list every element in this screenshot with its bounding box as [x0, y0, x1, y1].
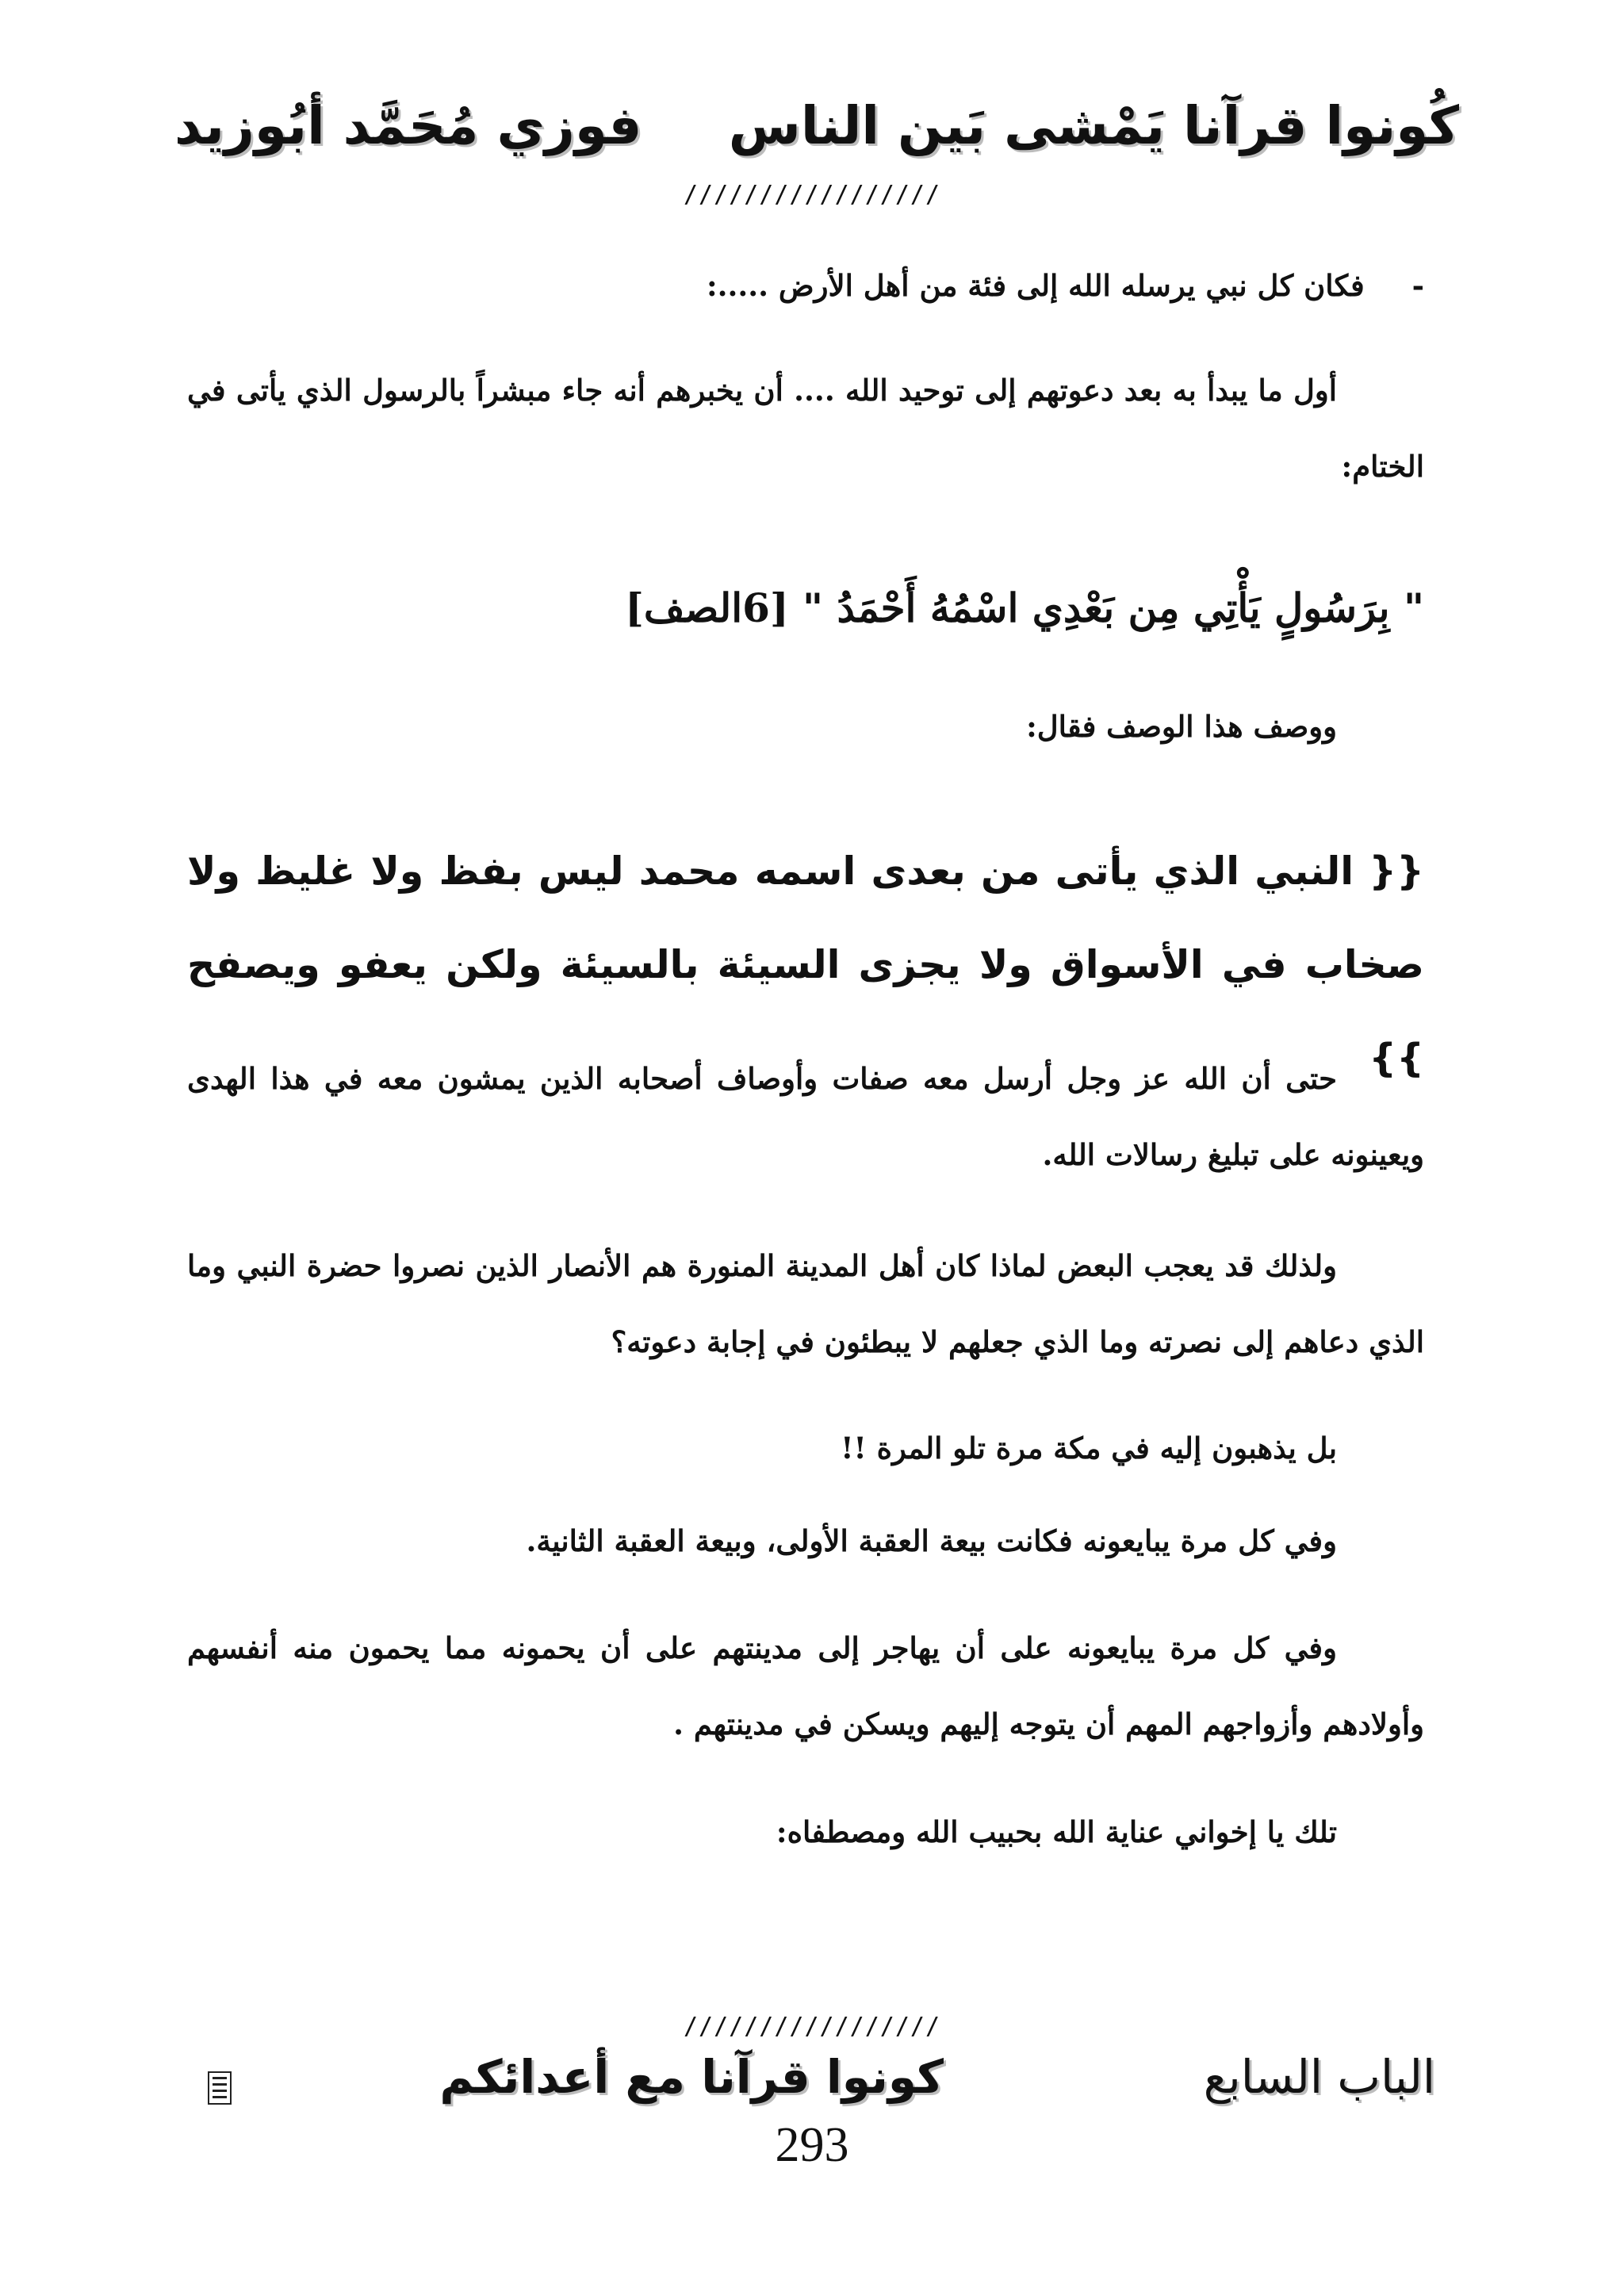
bullet-text: فكان كل نبي يرسله الله إلى فئة من أهل الأرض .....: [706, 268, 1365, 303]
paragraph-1: أول ما يبدأ به بعد دعوتهم إلى توحيد الله .... أن يخبرهم أنه جاء مبشراً بالرسول الذي يأتى في الختام: [187, 373, 1424, 484]
header-separator: ///////////////// [683, 181, 941, 209]
paragraph-7: وفي كل مرة يبايعونه على أن يهاجر إلى مدينتهم على أن يحمونه مما يحمون منه أنفسهم وأولادهم وأزواجهم المهم أن يتوجه إليهم ويسكن في مدينتهم . [187, 1630, 1424, 1741]
book-title: كُونوا قرآنا يَمْشى بَين الناس [728, 95, 1459, 156]
document-icon [208, 2071, 232, 2105]
chapter-title: كونوا قرآنا مع أعدائكم [439, 2050, 944, 2104]
quran-verse: " بِرَسُولٍ يَأْتِي مِن بَعْدِي اسْمُهُ أَحْمَدُ " [6الصف] [625, 584, 1424, 631]
page-number: 293 [775, 2118, 849, 2172]
paragraph-3: حتى أن الله عز وجل أرسل معه صفات وأوصاف أصحابه الذين يمشون معه في هذا الهدى ويعينونه على تبليغ رسالات الله. [187, 1061, 1424, 1172]
paragraph-8: تلك يا إخواني عناية الله بحبيب الله ومصطفاه: [776, 1814, 1337, 1849]
paragraph-4: ولذلك قد يعجب البعض لماذا كان أهل المدينة المنورة هم الأنصار الذين نصروا حضرة النبي وما الذي دعاهم إلى نصرته وما الذي جعلهم لا يبطئون في إجابة دعوته؟ [187, 1248, 1424, 1359]
page-header [174, 95, 1459, 182]
hadith-quote: {{ النبي الذي يأتى من بعدى اسمه محمد ليس بفظ ولا غليظ ولا صخاب في الأسواق ولا يجزى السيئة بالسيئة ولكن يعفو ويصفح }} [187, 849, 1424, 1081]
paragraph-6: وفي كل مرة يبايعونه فكانت بيعة العقبة الأولى، وبيعة العقبة الثانية. [526, 1523, 1337, 1558]
paragraph-5: بل يذهبون إليه في مكة مرة تلو المرة !! [841, 1431, 1337, 1465]
page-footer [198, 2050, 1435, 2121]
bullet-item [707, 262, 1424, 309]
chapter-label: الباب السابع [1203, 2050, 1435, 2104]
footer-separator: ///////////////// [683, 2013, 941, 2040]
bullet-dash-icon: - [1411, 268, 1424, 303]
paragraph-2: ووصف هذا الوصف فقال: [1026, 709, 1337, 744]
author-name: فوزي مُحَمَّد أبُوزيد [174, 95, 642, 156]
